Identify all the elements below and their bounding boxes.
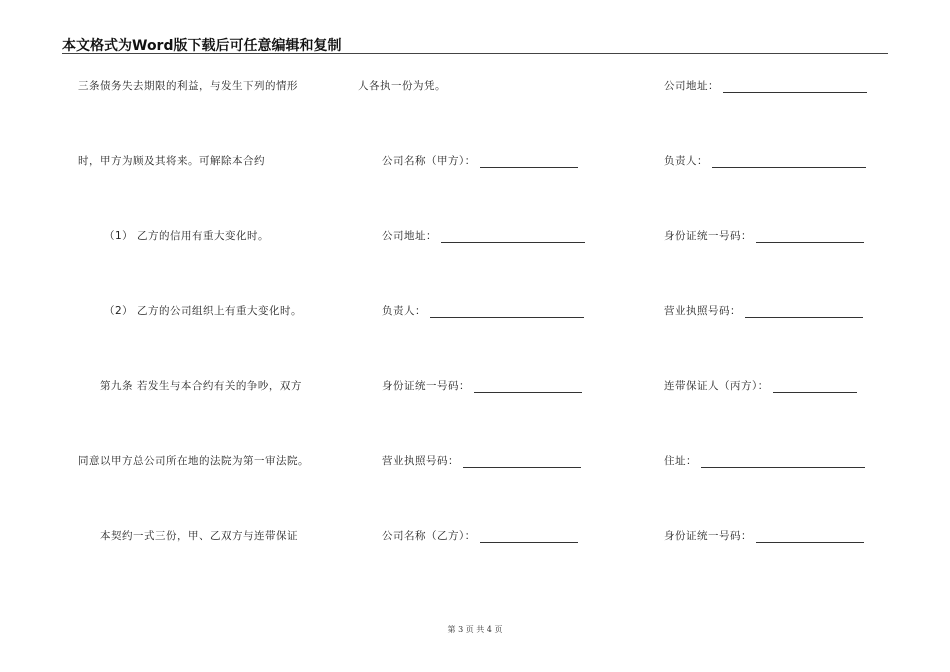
field-id-number-a — [382, 379, 582, 393]
field-guarantor-c — [664, 379, 857, 393]
field-company-address-b — [664, 79, 867, 93]
blank-line — [723, 80, 867, 93]
blank-line — [474, 380, 582, 393]
field-label: 公司名称（甲方）： — [382, 155, 476, 167]
field-company-name-a — [382, 154, 578, 168]
blank-line — [430, 305, 584, 318]
blank-line — [701, 455, 865, 468]
text-line: 三条债务失去期限的利益，与发生下列的情形 — [78, 80, 298, 92]
page-footer: 第 3 页 共 4 页 — [447, 625, 503, 634]
field-business-license-b — [664, 304, 863, 318]
field-residence-c — [664, 454, 865, 468]
blank-line — [756, 530, 864, 543]
field-label: 身份证统一号码： — [664, 530, 752, 542]
field-label: 公司名称（乙方）： — [382, 530, 476, 542]
field-label: 住址： — [664, 455, 697, 467]
field-label: 连带保证人（丙方）： — [664, 380, 769, 392]
field-label: 负责人： — [382, 305, 426, 317]
blank-line — [480, 155, 578, 168]
text-line: 时，甲方为顾及其将来。可解除本合约 — [78, 155, 265, 167]
blank-line — [756, 230, 864, 243]
text-line: 人各执一份为凭。 — [358, 80, 446, 92]
field-id-number-b — [664, 229, 864, 243]
blank-line — [480, 530, 578, 543]
field-label: 身份证统一号码： — [382, 380, 470, 392]
header-rule — [62, 53, 888, 54]
text-line: （2） 乙方的公司组织上有重大变化时。 — [104, 305, 303, 317]
blank-line — [463, 455, 581, 468]
field-person-in-charge-a — [382, 304, 584, 318]
blank-line — [712, 155, 866, 168]
text-line: （1） 乙方的信用有重大变化时。 — [104, 230, 270, 242]
blank-line — [441, 230, 585, 243]
field-label: 公司地址： — [664, 80, 719, 92]
blank-line — [745, 305, 863, 318]
field-company-address-a — [382, 229, 585, 243]
text-line: 本契约一式三份，甲、乙双方与连带保证 — [100, 530, 298, 542]
field-label: 身份证统一号码： — [664, 230, 752, 242]
text-line: 第九条 若发生与本合约有关的争吵，双方 — [100, 380, 302, 392]
page-header-title: 本文格式为Word版下载后可任意编辑和复制 — [62, 38, 342, 54]
field-id-number-c — [664, 529, 864, 543]
field-label: 公司地址： — [382, 230, 437, 242]
field-label: 营业执照号码： — [664, 305, 741, 317]
field-person-in-charge-b — [664, 154, 866, 168]
field-business-license-a — [382, 454, 581, 468]
field-label: 营业执照号码： — [382, 455, 459, 467]
field-label: 负责人： — [664, 155, 708, 167]
text-line: 同意以甲方总公司所在地的法院为第一审法院。 — [78, 455, 309, 467]
blank-line — [773, 380, 857, 393]
field-company-name-b — [382, 529, 578, 543]
